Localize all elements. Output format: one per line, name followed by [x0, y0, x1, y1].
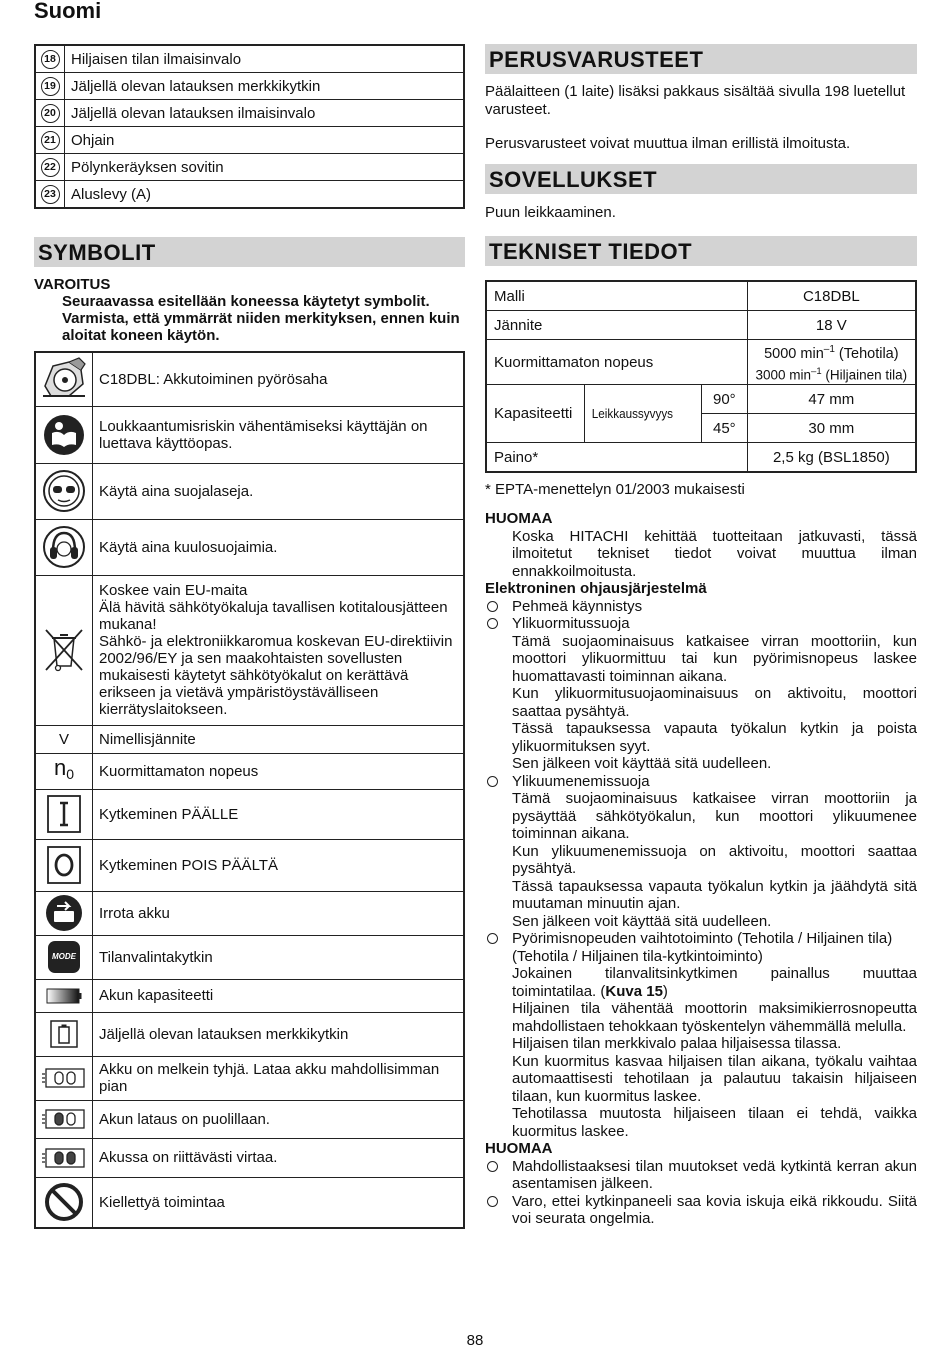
- safety-glasses-icon: [42, 469, 86, 513]
- standard-accessories-text-2: Perusvarusteet voivat muuttua ilman erillistä ilmoitusta.: [485, 135, 851, 152]
- symbol-row: [35, 406, 464, 463]
- note-text-1: Koska HITACHI kehittää tuotteitaan jatkuvasti, tässä ilmoitetut tekniset tiedot voivat muuttua ilman ennakkoilmoitusta.: [512, 527, 917, 580]
- spec-depth-90: 47 mm: [747, 385, 916, 414]
- part-number-badge: 20: [41, 104, 60, 123]
- note-label-2: HUOMAA: [485, 1140, 553, 1158]
- no-load-speed-symbol: [35, 753, 93, 789]
- applications-heading: SOVELLUKSET: [485, 164, 917, 194]
- symbol-text: Akussa on riittävästi virtaa.: [93, 1138, 465, 1177]
- circular-saw-icon: [39, 356, 89, 402]
- page-number: 88: [466, 1332, 484, 1349]
- spec-weight-label: Paino*: [486, 443, 747, 473]
- spec-row-model: [486, 281, 916, 311]
- parts-row: [35, 73, 464, 100]
- symbol-text: C18DBL: Akkutoiminen pyörösaha: [93, 352, 465, 406]
- symbol-text: Kytkeminen POIS PÄÄLTÄ: [93, 839, 465, 891]
- overload-text-4: Sen jälkeen voit käyttää sitä uudelleen.: [512, 755, 772, 773]
- symbol-row: [35, 352, 464, 406]
- symbol-text: Käytä aina kuulosuojaimia.: [93, 519, 465, 575]
- read-manual-icon: [42, 413, 86, 457]
- battery-check-icon: [49, 1019, 79, 1049]
- spec-depth-45: 30 mm: [747, 414, 916, 443]
- symbol-row: [35, 519, 464, 575]
- overload-text-1: Tämä suojaominaisuus katkaisee virran moottoriin, kun moottori ylikuormittuu tai kun pyörimisnopeus laskee huomattavasti toiminnan aikana.: [512, 632, 917, 685]
- note-label-1: HUOMAA: [485, 510, 553, 528]
- spec-capacity-label: Kapasiteetti: [486, 385, 585, 443]
- spec-speed-label: Kuormittamaton nopeus: [486, 340, 747, 385]
- overheat-text-2: Kun ylikuumenemissuoja on aktivoitu, moottori saattaa pysähtyä.: [512, 842, 917, 878]
- symbols-table: [34, 351, 465, 1229]
- spec-model-value: C18DBL: [747, 281, 916, 311]
- part-label: Ohjain: [65, 127, 465, 154]
- symbol-row: [35, 463, 464, 519]
- overheat-text-3: Tässä tapauksessa vapauta työkalun kytkin ja jäähdytä sitä muutaman minuutin ajan.: [512, 877, 917, 913]
- symbol-row: [35, 1138, 464, 1177]
- symbol-text: Kytkeminen PÄÄLLE: [93, 789, 465, 839]
- symbol-text: Akku on melkein tyhjä. Lataa akku mahdollisimman pian: [93, 1056, 465, 1100]
- spec-row-voltage: [486, 311, 916, 340]
- applications-text: Puun leikkaaminen.: [485, 204, 616, 221]
- symbol-row: [35, 891, 464, 935]
- spec-weight-value: 2,5 kg (BSL1850): [747, 443, 916, 473]
- part-label: Jäljellä olevan latauksen merkkikytkin: [65, 73, 465, 100]
- symbol-text: Koskee vain EU-maita Älä hävitä sähkötyökaluja tavallisen kotitalousjätteen mukana! Sähkö- ja elektroniikkaromua koskevan EU-direktiivin 2002/96/EY ja sen maakohtaisten sovellusten mukaisesti käytetyt sähkötyökalut on kerättävä erikseen ja vietävä ympäristöystävälliseen kierrätyslaitokseen.: [93, 575, 465, 725]
- symbol-row: [35, 725, 464, 753]
- symbol-row: [35, 1100, 464, 1138]
- symbol-text: Irrota akku: [93, 891, 465, 935]
- parts-row: [35, 100, 464, 127]
- part-label: Hiljaisen tilan ilmaisinvalo: [65, 45, 465, 73]
- right-column: [485, 44, 917, 1228]
- battery-empty-icon: [40, 1066, 88, 1090]
- weee-bin-icon: [42, 626, 86, 674]
- symbol-row: [35, 935, 464, 979]
- symbol-text: Akun lataus on puolillaan.: [93, 1100, 465, 1138]
- symbol-row: [35, 575, 464, 725]
- speed-switch-text-1: Jokainen tilanvalitsinkytkimen painallus muuttaa toimintatilaa. (Kuva 15): [512, 965, 917, 1000]
- spec-footnote: * EPTA-menettelyn 01/2003 mukaisesti: [485, 481, 745, 499]
- symbol-text: Kuormittamaton nopeus: [93, 753, 465, 789]
- symbol-text: Jäljellä olevan latauksen merkkikytkin: [93, 1012, 465, 1056]
- speed-symbol-n: n: [53, 755, 67, 780]
- spec-model-label: Malli: [486, 281, 747, 311]
- parts-row: [35, 154, 464, 181]
- left-column: [34, 44, 465, 1229]
- symbol-text: Tilanvalintakytkin: [93, 935, 465, 979]
- switch-on-icon: [46, 794, 82, 834]
- voltage-symbol: V: [35, 725, 93, 753]
- symbols-heading: SYMBOLIT: [34, 237, 465, 267]
- symbol-row: [35, 789, 464, 839]
- battery-capacity-icon: [46, 987, 82, 1005]
- overheat-protection-item: Ylikuumenemissuoja: [485, 773, 917, 791]
- electronic-control-label: Elektroninen ohjausjärjestelmä: [485, 580, 707, 598]
- switch-off-icon: [46, 845, 82, 885]
- overload-text-2: Kun ylikuormitusuojaominaisuus on aktivoitu, moottori saattaa pysähtyä.: [512, 685, 917, 720]
- overheat-text-1: Tämä suojaominaisuus katkaisee virran moottoriin ja pysäyttää sähkötyökalun, kun moottori ylikuumenee toiminnan aikana.: [512, 790, 917, 843]
- symbol-text: Loukkaantumisriskin vähentämiseksi käyttäjän on luettava käyttöopas.: [93, 406, 465, 463]
- part-number-badge: 18: [41, 50, 60, 69]
- part-number-badge: 22: [41, 158, 60, 177]
- standard-accessories-heading: PERUSVARUSTEET: [485, 44, 917, 74]
- note-bullet-2: Varo, ettei kytkinpaneeli saa kovia iskuja eikä rikkoudu. Siitä voi seurata ongelmia.: [485, 1193, 917, 1228]
- overheat-text-4: Sen jälkeen voit käyttää sitä uudelleen.: [512, 912, 772, 930]
- spec-speed-values: [747, 340, 916, 385]
- warning-text: Seuraavassa esitellään koneessa käytetyt symbolit. Varmista, että ymmärrät niiden merkityksen, ennen kuin aloitat koneen käytön.: [62, 293, 460, 344]
- part-label: Pölynkeräyksen sovitin: [65, 154, 465, 181]
- battery-full-icon: [40, 1146, 88, 1170]
- spec-voltage-label: Jännite: [486, 311, 747, 340]
- note-bullet-1: Mahdollistaaksesi tilan muutokset vedä kytkintä kerran akun asentamisen jälkeen.: [485, 1158, 917, 1193]
- speed-switch-text-2: Hiljainen tila vähentää moottorin maksimikierrosnopeutta mahdollistaen tehokkaan työskentelyn vähemmällä melulla.: [512, 1000, 917, 1035]
- spec-speed-high: 5000 $\min^{-1}$ (Tehotila): [764, 344, 899, 362]
- spec-angle-90: 90°: [702, 385, 748, 414]
- symbol-text: Akun kapasiteetti: [93, 979, 465, 1012]
- speed-switch-text-3: Hiljaisen tilan merkkivalo palaa hiljaisessa tilassa.: [512, 1035, 842, 1053]
- symbol-row: [35, 1012, 464, 1056]
- warning-label: VAROITUS: [34, 276, 111, 293]
- symbol-row: [35, 1177, 464, 1228]
- specifications-table: [485, 280, 917, 473]
- spec-row-speed: [486, 340, 916, 385]
- symbol-row: [35, 979, 464, 1012]
- speed-switch-text-5: Tehotilassa muutosta hiljaiseen tilaan ei tehdä, vaikka kuormitus laskee.: [512, 1105, 917, 1140]
- part-number-badge: 23: [41, 185, 60, 204]
- remove-battery-icon: [45, 894, 83, 932]
- prohibited-icon: [43, 1181, 85, 1223]
- part-label: Jäljellä olevan latauksen ilmaisinvalo: [65, 100, 465, 127]
- symbol-text: Nimellisjännite: [93, 725, 465, 753]
- standard-accessories-text-1: Päälaitteen (1 laite) lisäksi pakkaus sisältää sivulla 198 luetellut varusteet.: [485, 83, 906, 118]
- symbol-row: [35, 839, 464, 891]
- overload-protection-item: Ylikuormitussuoja: [485, 615, 917, 633]
- speed-symbol-sub: 0: [66, 766, 75, 782]
- mode-button-icon: MODE: [48, 941, 80, 973]
- language-title: Suomi: [34, 0, 102, 23]
- speed-switch-item: Pyörimisnopeuden vaihtotoiminto (Tehotila / Hiljainen tila): [485, 930, 917, 948]
- parts-row: [35, 127, 464, 154]
- spec-speed-quiet: 3000 $\min^{-1}$ (Hiljainen tila): [755, 365, 908, 383]
- symbol-row: [35, 753, 464, 789]
- spec-voltage-value: 18 V: [747, 311, 916, 340]
- parts-row: [35, 45, 464, 73]
- parts-list-table: [34, 44, 465, 209]
- spec-row-weight: [486, 443, 916, 473]
- part-number-badge: 21: [41, 131, 60, 150]
- speed-switch-text-4: Kun kuormitus kasvaa hiljaisen tilan aikana, työkalu vaihtaa automaattisesti tehotilaan ja palautuu takaisin hiljaiseen tilaan, kun kuormitus laskee.: [512, 1052, 917, 1105]
- specifications-heading: TEKNISET TIEDOT: [485, 236, 917, 266]
- symbol-row: [35, 1056, 464, 1100]
- part-number-badge: 19: [41, 77, 60, 96]
- soft-start-item: Pehmeä käynnistys: [485, 598, 917, 616]
- part-label: Aluslevy (A): [65, 181, 465, 209]
- spec-angle-45: 45°: [702, 414, 748, 443]
- battery-half-icon: [40, 1107, 88, 1131]
- spec-row-capacity-90: [486, 385, 916, 414]
- parts-row: [35, 181, 464, 209]
- speed-switch-subtitle: (Tehotila / Hiljainen tila-kytkintoiminto): [512, 947, 763, 965]
- spec-cut-depth-label: Leikkaussyvyys: [585, 385, 690, 443]
- symbol-text: Kiellettyä toimintaa: [93, 1177, 465, 1228]
- ear-protection-icon: [42, 525, 86, 569]
- overload-text-3: Tässä tapauksessa vapauta työkalun kytkin ja poista ylikuormituksen syyt.: [512, 720, 917, 755]
- symbol-text: Käytä aina suojalaseja.: [93, 463, 465, 519]
